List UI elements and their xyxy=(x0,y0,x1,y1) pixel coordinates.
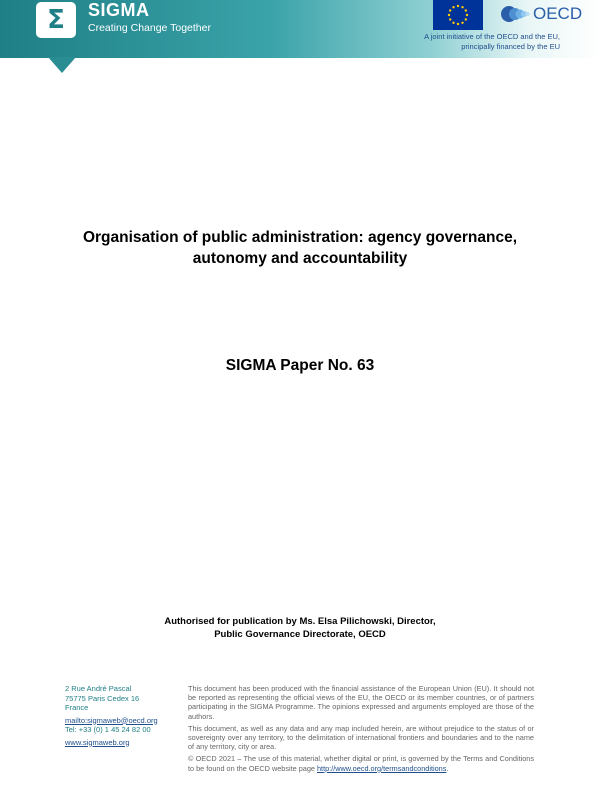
oecd-logo xyxy=(500,3,582,25)
address-country: France xyxy=(65,703,89,712)
sigma-logo xyxy=(36,2,76,38)
disclaimer-paragraph-2: This document, as well as any data and any map included herein, are without prejudice to the status of or sovereignty over any territory, to the delimitation of international frontiers and boundaries and to the name of any territory, city or area. xyxy=(188,723,534,752)
eu-star-icon xyxy=(457,5,459,7)
paper-number: SIGMA Paper No. 63 xyxy=(225,357,375,374)
document-title xyxy=(40,227,560,269)
copyright-text: © OECD 2021 – The use of this material, whether digital or print, is governed by the Terms and Conditions to be found on the OECD website page xyxy=(188,754,534,773)
eu-star-icon xyxy=(449,18,451,20)
oecd-label: OECD xyxy=(533,4,583,23)
brand-name: SIGMA xyxy=(88,0,150,20)
eu-flag-icon xyxy=(433,0,483,30)
eu-star-icon xyxy=(465,18,467,20)
disclaimer-block xyxy=(188,684,534,776)
phone-number: Tel: +33 (0) 1 45 24 82 00 xyxy=(65,725,151,734)
contact-block xyxy=(65,684,180,747)
title-line-1: Organisation of public administration: agency governance, xyxy=(82,229,518,246)
title-line-2: autonomy and accountability xyxy=(192,250,408,267)
address-line-2: 75775 Paris Cedex 16 xyxy=(65,693,140,703)
eu-star-icon xyxy=(448,14,450,16)
copyright-end: . xyxy=(446,763,449,773)
banner-notch xyxy=(48,57,76,73)
disclaimer-paragraph-3 xyxy=(188,754,534,772)
brand-tagline: Creating Change Together xyxy=(88,22,211,34)
eu-star-icon xyxy=(452,6,454,8)
eu-star-icon xyxy=(449,9,451,11)
initiative-note xyxy=(360,32,560,52)
eu-star-icon xyxy=(461,22,463,24)
initiative-line-1: A joint initiative of the OECD and the EU, xyxy=(424,32,560,41)
eu-star-icon xyxy=(461,6,463,8)
authorisation-line-1: Authorised for publication by Ms. Elsa Pilichowski, Director, xyxy=(164,616,436,627)
email-link[interactable]: mailto:sigmaweb@oecd.org xyxy=(65,715,158,725)
eu-star-icon xyxy=(465,9,467,11)
website-link[interactable]: www.sigmaweb.org xyxy=(65,737,130,747)
eu-star-icon xyxy=(452,22,454,24)
eu-star-icon xyxy=(457,23,459,25)
authorisation-line-2: Public Governance Directorate, OECD xyxy=(214,629,386,640)
authorisation-note xyxy=(40,615,560,641)
terms-link[interactable]: http://www.oecd.org/termsandconditions xyxy=(317,763,447,773)
initiative-line-2: principally financed by the EU xyxy=(461,42,560,51)
oecd-mark-icon xyxy=(500,4,532,24)
sigma-icon: Σ xyxy=(47,5,65,35)
disclaimer-paragraph-1: This document has been produced with the financial assistance of the European Union (EU). It should not be reported as representing the official views of the EU, the OECD or its member countries, or of partners participating in the SIGMA Programme. The opinions expressed and arguments employed are those of the authors. xyxy=(188,684,534,721)
eu-star-icon xyxy=(466,14,468,16)
address-line-1: 2 Rue André Pascal xyxy=(65,684,132,693)
